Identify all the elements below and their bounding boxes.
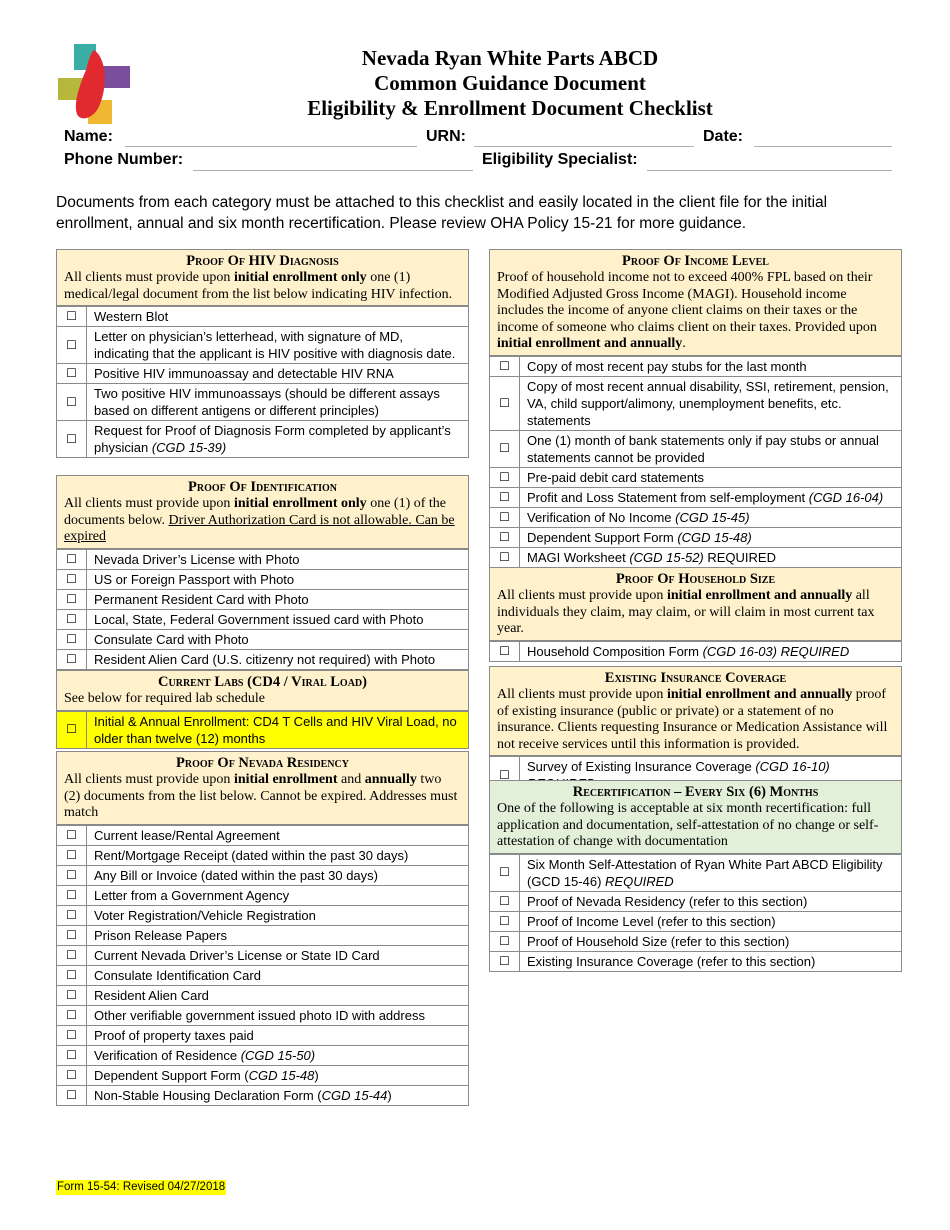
hiv-desc-2: initial enrollment only	[233, 270, 367, 285]
checklist-row	[57, 589, 468, 609]
checklist-row	[57, 985, 468, 1005]
res-desc-1: All clients must provide upon	[64, 772, 234, 787]
income-desc-3: .	[682, 336, 686, 351]
item-text: Initial & Annual Enrollment: CD4 T Cells and HIV Viral Load, no older than twelve (12) months	[94, 713, 457, 746]
insurance-header	[490, 667, 901, 756]
item-text: Current Nevada Driver’s License or State ID Card	[94, 947, 380, 963]
item-text-main: Profit and Loss Statement from self-employment	[527, 489, 809, 505]
res-desc-2: initial enrollment	[233, 772, 338, 787]
urn-field[interactable]	[474, 146, 694, 147]
checklist-row	[490, 376, 901, 430]
recertification-header	[490, 781, 901, 854]
item-text: Current lease/Rental Agreement	[94, 827, 280, 843]
item-text-main: Survey of Existing Insurance Coverage	[527, 759, 756, 774]
item-text: Permanent Resident Card with Photo	[94, 591, 309, 607]
item-text: US or Foreign Passport with Photo	[94, 571, 295, 587]
item-text-main: Dependent Support Form	[527, 529, 678, 545]
checklist-row	[57, 363, 468, 383]
checklist-row	[57, 629, 468, 649]
title-line-1: Nevada Ryan White Parts ABCD	[361, 46, 659, 70]
form-code: (CGD 15-48)	[677, 529, 752, 545]
checklist-row	[57, 549, 468, 569]
checklist-row	[57, 865, 468, 885]
income-section	[489, 249, 902, 568]
item-text-main: Non-Stable Housing Declaration Form (	[94, 1087, 322, 1103]
name-label: Name:	[64, 128, 113, 145]
form-code: (CGD 16-03) REQUIRED	[702, 643, 850, 659]
income-desc-2: initial enrollment and annually	[497, 336, 683, 351]
checkbox[interactable]: ☐	[57, 1026, 87, 1045]
insurance-title: Existing Insurance Coverage	[604, 670, 787, 686]
identification-header	[57, 476, 468, 549]
item-text: Pre-paid debit card statements	[527, 469, 705, 485]
item-text: Rent/Mortgage Receipt (dated within the past 30 days)	[94, 847, 409, 863]
item-text: Two positive HIV immunoassays (should be different assays based on different antigens or different principles)	[94, 386, 440, 418]
checkbox[interactable]: ☐	[57, 570, 87, 589]
checklist-row	[57, 711, 468, 748]
item-text-end: )	[387, 1087, 392, 1103]
checklist-row	[490, 527, 901, 547]
checkbox[interactable]: ☐	[490, 357, 520, 376]
checklist-row	[57, 1085, 468, 1105]
ins-desc-3: proof of existing insurance (public or private) or a statement of no insurance. Clients requesting Insurance or Medication Assistance will not receive services until this information is provided.	[497, 687, 888, 752]
household-header	[490, 568, 901, 641]
checkbox[interactable]: ☐	[57, 926, 87, 945]
hiv-diagnosis-header	[57, 250, 468, 306]
item-text: Proof of Household Size (refer to this section)	[527, 933, 790, 949]
checkbox[interactable]: ☐	[490, 468, 520, 487]
checkbox[interactable]: ☐	[57, 421, 87, 457]
hiv-diagnosis-title: Proof Of HIV Diagnosis	[186, 253, 339, 269]
ins-desc-2: initial enrollment and annually	[666, 687, 853, 702]
checkbox[interactable]: ☐	[57, 384, 87, 420]
date-label: Date:	[703, 128, 744, 145]
checklist-row	[57, 845, 468, 865]
checklist-row	[490, 547, 901, 567]
checkbox[interactable]: ☐	[57, 610, 87, 629]
form-code: (CGD 16-10)	[755, 759, 830, 774]
id-desc-3: one (1) of the documents below.	[64, 496, 446, 528]
item-text	[520, 508, 901, 527]
labs-desc: See below for required lab schedule	[64, 691, 265, 706]
item-text	[520, 855, 901, 891]
checkbox[interactable]: ☐	[57, 590, 87, 609]
intro-text: Documents from each category must be attached to this checklist and easily located in the client file for the initial enrollment, annual and six month recertification. Please review OHA Policy 15-21 for more guidance.	[56, 194, 828, 232]
checklist-row	[57, 825, 468, 845]
item-text-main: Verification of Residence	[94, 1047, 241, 1063]
checklist-row	[57, 649, 468, 669]
residency-header	[57, 752, 468, 825]
item-text	[520, 488, 901, 507]
checkbox[interactable]: ☐	[57, 826, 87, 845]
form-code: (CGD 15-39)	[151, 440, 227, 455]
checklist-row	[490, 507, 901, 527]
checklist-row	[490, 891, 901, 911]
hiv-desc-3: one (1) medical/legal document from the list below indicating HIV infection.	[64, 270, 453, 302]
item-text: Local, State, Federal Government issued card with Photo	[94, 611, 424, 627]
labs-header	[57, 671, 468, 711]
identification-title: Proof Of Identification	[188, 479, 337, 495]
form-code: (CGD 16-04)	[808, 489, 884, 505]
checklist-row	[57, 1065, 468, 1085]
checkbox[interactable]: ☐	[490, 377, 520, 430]
residency-section	[56, 751, 469, 1106]
item-text-end: )	[314, 1067, 319, 1083]
recertification-title: Recertification – Every Six (6) Months	[572, 784, 819, 800]
res-desc-5: two (2) documents from the list below. Cannot be expired. Addresses must match	[64, 772, 458, 820]
checklist-row	[490, 854, 901, 891]
income-header	[490, 250, 901, 356]
id-desc-1: All clients must provide upon	[64, 496, 234, 511]
item-text: Voter Registration/Vehicle Registration	[94, 907, 316, 923]
hiv-diagnosis-section	[56, 249, 469, 458]
hh-desc-3: all individuals they claim, may claim, or will claim in most current tax year.	[497, 588, 875, 636]
checkbox[interactable]: ☐	[490, 892, 520, 911]
checklist-row	[57, 306, 468, 326]
checkbox[interactable]: ☐	[57, 906, 87, 925]
checklist-row	[57, 326, 468, 363]
item-text-main: Household Composition Form	[527, 643, 703, 659]
date-field[interactable]	[754, 146, 892, 147]
income-title: Proof Of Income Level	[622, 253, 769, 269]
checkbox[interactable]: ☐	[57, 866, 87, 885]
labs-title: Current Labs (CD4 / Viral Load)	[158, 674, 367, 690]
household-section	[489, 567, 902, 662]
item-text: Proof of property taxes paid	[94, 1027, 254, 1043]
item-text: Letter from a Government Agency	[94, 887, 290, 903]
form-code: CGD 15-44	[321, 1087, 388, 1103]
item-text: Prison Release Papers	[94, 927, 227, 943]
checkbox[interactable]: ☐	[57, 1086, 87, 1105]
insurance-section	[489, 666, 902, 794]
hiv-desc-1: All clients must provide upon	[64, 270, 234, 285]
checkbox[interactable]: ☐	[57, 650, 87, 669]
item-text	[520, 548, 901, 567]
checklist-row	[57, 965, 468, 985]
checkbox[interactable]: ☐	[57, 327, 87, 363]
required-label: REQUIRED	[703, 549, 776, 565]
id-desc-4: Driver Authorization Card is not allowable. Can be expired	[64, 512, 455, 544]
checklist-row	[57, 945, 468, 965]
item-text: Western Blot	[94, 309, 169, 324]
checklist-row	[57, 609, 468, 629]
checkbox[interactable]: ☐	[490, 855, 520, 891]
checklist-row	[490, 356, 901, 376]
checklist-row	[57, 1045, 468, 1065]
checklist-row	[490, 641, 901, 661]
item-text	[87, 421, 468, 457]
ryan-white-cross-logo	[56, 44, 132, 124]
item-text: Other verifiable government issued photo ID with address	[94, 1007, 425, 1023]
item-text: Letter on physician’s letterhead, with signature of MD, indicating that the applicant is HIV positive with diagnosis date.	[94, 329, 456, 361]
item-text: Proof of Nevada Residency (refer to this section)	[527, 893, 808, 909]
item-text: Consulate Identification Card	[94, 967, 261, 983]
hh-desc-2: initial enrollment and annually	[666, 588, 853, 603]
hh-desc-1: All clients must provide upon	[497, 588, 667, 603]
item-text: Nevada Driver’s License with Photo	[94, 551, 300, 567]
item-text-main: Verification of No Income	[527, 509, 676, 525]
title-line-2: Common Guidance Document	[374, 71, 646, 95]
name-field[interactable]	[125, 146, 417, 147]
checklist-row	[57, 885, 468, 905]
checkbox[interactable]: ☐	[490, 548, 520, 567]
recert-desc: One of the following is acceptable at six month recertification: full application and documentation, self-attestation of no change or self-attestation of change with documentation	[497, 801, 879, 849]
checkbox[interactable]: ☐	[57, 550, 87, 569]
checklist-row	[57, 1025, 468, 1045]
checkbox[interactable]: ☐	[490, 528, 520, 547]
checkbox[interactable]: ☐	[490, 508, 520, 527]
item-text: Positive HIV immunoassay and detectable HIV RNA	[94, 366, 394, 381]
checklist-row	[490, 430, 901, 467]
form-code: (CGD 15-50)	[240, 1047, 316, 1063]
checklist-row	[490, 487, 901, 507]
checklist-row	[57, 925, 468, 945]
item-text: Any Bill or Invoice (dated within the past 30 days)	[94, 867, 378, 883]
labs-section	[56, 670, 469, 749]
checkbox[interactable]: ☐	[490, 488, 520, 507]
checkbox[interactable]: ☐	[57, 307, 87, 326]
item-text: Existing Insurance Coverage (refer to this section)	[527, 953, 816, 969]
checkbox[interactable]: ☐	[57, 986, 87, 1005]
checkbox[interactable]: ☐	[490, 642, 520, 661]
item-text: Resident Alien Card	[94, 987, 209, 1003]
item-text	[87, 1066, 468, 1085]
checklist-row	[57, 1005, 468, 1025]
identification-section	[56, 475, 469, 670]
phone-field[interactable]	[193, 170, 473, 171]
checkbox[interactable]: ☐	[57, 630, 87, 649]
recertification-section	[489, 780, 902, 972]
checkbox[interactable]: ☐	[57, 966, 87, 985]
item-text	[520, 528, 901, 547]
income-desc-1: Proof of household income not to exceed 400% FPL based on their Modified Adjusted Gross Income (MAGI). Household income includes the income of anyone client claims on their taxes or the income of someone who claims client on their taxes. Provided upon	[497, 270, 877, 335]
specialist-field[interactable]	[647, 170, 892, 171]
item-text: Copy of most recent pay stubs for the last month	[527, 358, 807, 374]
form-revision-footer: Form 15-54: Revised 04/27/2018	[57, 1181, 226, 1193]
phone-label: Phone Number:	[64, 151, 184, 168]
res-desc-3: and	[337, 772, 365, 787]
checklist-row	[57, 383, 468, 420]
item-text-main: Dependent Support Form (	[94, 1067, 249, 1083]
checkbox[interactable]: ☐	[490, 757, 520, 793]
checkbox[interactable]: ☐	[57, 1066, 87, 1085]
res-desc-4: annually	[364, 772, 417, 787]
residency-title: Proof Of Nevada Residency	[176, 755, 349, 771]
checkbox[interactable]: ☐	[57, 1006, 87, 1025]
checkbox[interactable]: ☐	[490, 431, 520, 467]
checklist-row	[57, 420, 468, 457]
form-code: CGD 15-48	[248, 1067, 315, 1083]
item-text: Consulate Card with Photo	[94, 631, 249, 647]
ins-desc-1: All clients must provide upon	[497, 687, 667, 702]
checkbox[interactable]: ☐	[57, 946, 87, 965]
checklist-row	[57, 905, 468, 925]
item-text: Resident Alien Card (U.S. citizenry not required) with Photo	[94, 651, 436, 667]
item-text-main: MAGI Worksheet	[527, 549, 630, 565]
checkbox[interactable]: ☐	[490, 952, 520, 971]
item-text: Proof of Income Level (refer to this section)	[527, 913, 776, 929]
checkbox[interactable]: ☐	[490, 932, 520, 951]
checkbox[interactable]: ☐	[57, 886, 87, 905]
id-desc-2: initial enrollment only	[233, 496, 367, 511]
checkbox[interactable]: ☐	[490, 912, 520, 931]
checkbox[interactable]: ☐	[57, 364, 87, 383]
checklist-row	[490, 467, 901, 487]
item-text: Copy of most recent annual disability, SSI, retirement, pension, VA, child support/alimony, unemployment benefits, etc. statements	[527, 378, 889, 428]
item-text	[87, 1086, 468, 1105]
item-text: One (1) month of bank statements only if pay stubs or annual statements cannot be provided	[527, 432, 879, 465]
checkbox[interactable]: ☐	[57, 712, 87, 748]
checklist-row	[490, 911, 901, 931]
item-text-main: Six Month Self-Attestation of Ryan White Part ABCD Eligibility (GCD 15-46)	[527, 856, 883, 889]
specialist-label: Eligibility Specialist:	[482, 151, 638, 168]
form-code: (CGD 15-45)	[675, 509, 750, 525]
item-text-main: Request for Proof of Diagnosis Form completed by applicant’s physician	[94, 423, 451, 455]
checklist-row	[490, 951, 901, 971]
item-text	[87, 1046, 468, 1065]
checkbox[interactable]: ☐	[57, 1046, 87, 1065]
item-text	[520, 642, 901, 661]
title-line-3: Eligibility & Enrollment Document Checklist	[307, 96, 713, 120]
urn-label: URN:	[426, 128, 466, 145]
document-title	[180, 46, 840, 121]
checklist-row	[57, 569, 468, 589]
form-code: (CGD 15-52)	[629, 549, 704, 565]
household-title: Proof Of Household Size	[615, 571, 776, 587]
required-label: REQUIRED	[605, 873, 674, 889]
checkbox[interactable]: ☐	[57, 846, 87, 865]
checklist-row	[490, 931, 901, 951]
